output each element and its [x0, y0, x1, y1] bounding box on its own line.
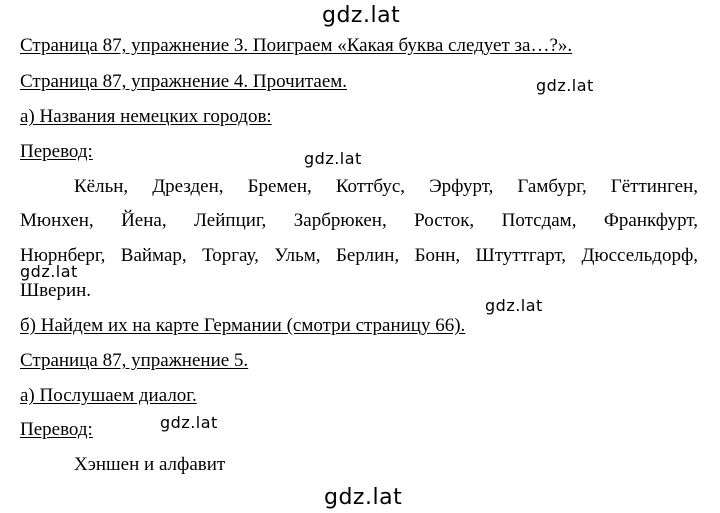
cities-line-2: Мюнхен, Йена, Лейпциг, Зарбрюкен, Росток, Потсдам, Франкфурт,: [20, 210, 698, 231]
cities-line-4: Шверин.: [20, 280, 92, 301]
exercise-4-heading: Страница 87, упражнение 4. Прочитаем.: [20, 71, 348, 92]
map-heading: б) Найдем их на карте Германии (смотри страницу 66).: [20, 315, 466, 336]
watermark: gdz.lat: [485, 296, 543, 315]
dialog-heading: а) Послушаем диалог.: [20, 385, 197, 406]
cities-line-1: Кёльн, Дрезден, Бремен, Коттбус, Эрфурт, Гамбург, Гёттинген,: [74, 176, 698, 197]
translation-label-2: Перевод:: [20, 419, 93, 440]
watermark: gdz.lat: [536, 76, 594, 95]
watermark: gdz.lat: [160, 413, 218, 432]
dialog-title: Хэншен и алфавит: [74, 454, 226, 475]
watermark-bottom: gdz.lat: [324, 485, 403, 510]
exercise-3-heading: Страница 87, упражнение 3. Поиграем «Какая буква следует за…?».: [20, 35, 573, 56]
cities-paragraph: [20, 176, 698, 301]
watermark: gdz.lat: [304, 149, 362, 168]
cities-line-3: Нюрнберг, Ваймар, Торгау, Ульм, Берлин, Бонн, Штуттгарт, Дюссельдорф,: [20, 245, 698, 266]
exercise-5-heading: Страница 87, упражнение 5.: [20, 350, 249, 371]
cities-heading: а) Названия немецких городов:: [20, 106, 272, 127]
watermark: gdz.lat: [20, 262, 78, 281]
watermark-top: gdz.lat: [322, 3, 401, 28]
translation-label-1: Перевод:: [20, 141, 93, 162]
